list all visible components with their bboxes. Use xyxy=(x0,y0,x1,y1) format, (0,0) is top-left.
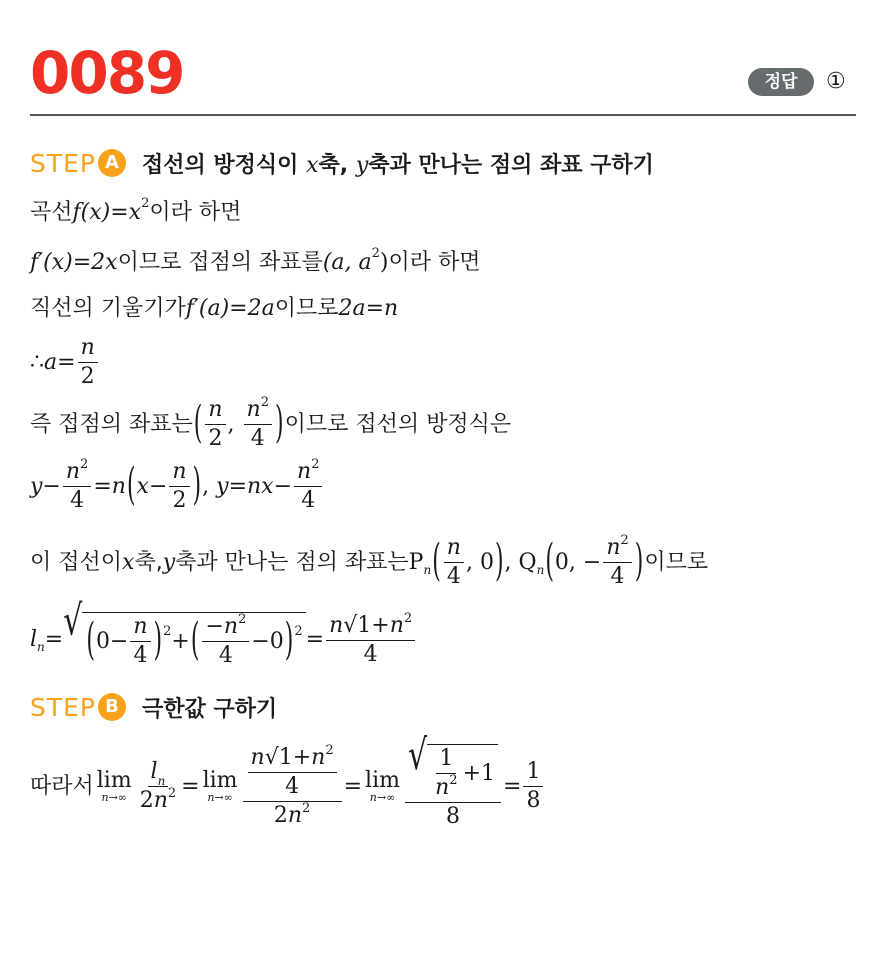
math-expr: = xyxy=(343,773,363,799)
solution-line-6 xyxy=(30,457,324,514)
math-expr: = xyxy=(44,627,64,653)
text: 이므로 접점의 좌표를 xyxy=(117,250,323,275)
fraction xyxy=(444,536,464,589)
numerator: $n√1+n^2$ xyxy=(326,614,415,641)
limit: lim n→∞ xyxy=(202,768,238,805)
math-expr: a= xyxy=(44,349,76,375)
superscript: 2 xyxy=(141,195,150,211)
subscript: n xyxy=(536,562,545,577)
step-a-title-part: 축과 만나는 점의 좌표 구하기 xyxy=(368,152,654,178)
solution-line-7 xyxy=(30,533,709,590)
text: 축, xyxy=(134,549,163,575)
text: 즉 접점의 좌표는 xyxy=(30,411,193,437)
text: 이라 하면 xyxy=(388,250,481,275)
fraction xyxy=(294,457,322,514)
text: 이므로 xyxy=(274,296,339,321)
math-expr: ) xyxy=(379,250,389,275)
fraction xyxy=(603,533,631,590)
paren: ( xyxy=(126,460,136,511)
fraction xyxy=(405,731,501,830)
math-expr: (a, a xyxy=(322,250,372,275)
step-b-header xyxy=(30,690,277,724)
math-expr: , 0 xyxy=(465,549,494,575)
denominator: 4 xyxy=(250,426,265,452)
subscript: n xyxy=(423,562,432,577)
numerator: n xyxy=(444,536,464,563)
paren: ) xyxy=(634,536,644,587)
answer-value: ① xyxy=(826,69,846,94)
step-a-title-part: 축, xyxy=(318,152,356,178)
step-a-label: STEP xyxy=(30,148,97,178)
answer-badge: 정답 xyxy=(748,68,814,96)
step-b-title: 극한값 구하기 xyxy=(142,696,278,722)
solution-line-8 xyxy=(30,596,417,669)
numerator: $l_n$ xyxy=(148,760,169,787)
step-a-header xyxy=(30,146,654,180)
numerator: $n^2$ xyxy=(244,398,272,425)
denominator: $2n^2$ xyxy=(139,786,177,814)
denominator: 4 xyxy=(301,488,316,514)
math-expr: 0, − xyxy=(554,549,602,575)
text: 직선의 기울기가 xyxy=(30,296,186,321)
fraction xyxy=(326,610,415,667)
superscript: 2 xyxy=(371,245,380,261)
math-expr: y=nx− xyxy=(216,473,293,499)
denominator: 2 xyxy=(208,426,223,452)
numerator: $n^2$ xyxy=(294,460,322,487)
denominator: 8 xyxy=(526,788,541,814)
text: 따라서 xyxy=(30,773,94,799)
fraction xyxy=(244,395,272,452)
comma: , xyxy=(504,549,519,575)
numerator: $n^2$ xyxy=(63,460,91,487)
header-divider xyxy=(30,114,856,116)
solution-line-9 xyxy=(30,731,545,830)
math-expr: = xyxy=(305,627,325,653)
math-expr: = xyxy=(503,773,522,799)
problem-number: 0089 xyxy=(30,39,184,107)
point-label: P xyxy=(408,549,424,575)
text: 이 접선이 xyxy=(30,549,123,575)
denominator: 4 xyxy=(610,564,625,590)
math-expr: = xyxy=(181,773,200,799)
step-a-title-part: 접선의 방정식이 xyxy=(142,152,307,178)
denominator: 4 xyxy=(446,564,461,590)
math-expr: f(x)=x xyxy=(72,200,142,225)
math-var: x xyxy=(122,549,135,575)
step-a-badge: A xyxy=(98,149,126,177)
solution-line-1 xyxy=(30,195,242,225)
text: 이므로 xyxy=(644,549,709,575)
fraction xyxy=(243,742,342,829)
math-expr: =n xyxy=(93,473,126,499)
text: 이라 하면 xyxy=(149,200,242,225)
result-fraction xyxy=(523,760,543,813)
numerator: √ $\frac{1}{n^2}$ +1 xyxy=(405,744,501,803)
text: 축과 만나는 점의 좌표는 xyxy=(175,549,409,575)
text: 이므로 접선의 방정식은 xyxy=(284,411,512,437)
solution-line-2 xyxy=(30,245,481,275)
numerator: $\frac{n√1+n^2}{4}$ xyxy=(243,746,342,802)
step-a-title xyxy=(142,148,654,179)
denominator: 8 xyxy=(445,804,460,830)
math-expr: 2a=n xyxy=(338,296,399,321)
numerator: n xyxy=(205,398,225,425)
math-var: y xyxy=(162,549,176,575)
radicand: ( 0− $\frac{n}{4}$ ) 2 + ( $\frac{-n^2}{4}$ −0 ) 2 xyxy=(82,612,305,668)
text: 곡선 xyxy=(30,200,73,225)
comma: , xyxy=(227,411,242,437)
fraction xyxy=(78,336,98,389)
radical-sign: √ xyxy=(63,596,83,646)
limit: lim n→∞ xyxy=(365,768,400,805)
comma: , xyxy=(202,473,217,499)
math-expr: l xyxy=(30,627,38,653)
step-a-title-y: y xyxy=(355,152,369,178)
denominator: 2 xyxy=(172,488,187,514)
limit: lim n→∞ xyxy=(96,768,132,805)
fraction xyxy=(169,460,189,513)
denominator: 4 xyxy=(70,488,85,514)
paren: ) xyxy=(274,398,284,449)
step-b-label: STEP xyxy=(30,692,97,722)
paren: ( xyxy=(193,398,203,449)
math-expr: x− xyxy=(136,473,168,499)
numerator: n xyxy=(169,460,189,487)
denominator: 4 xyxy=(363,641,378,667)
paren: ( xyxy=(432,536,441,587)
fraction xyxy=(205,398,225,451)
math-expr: y− xyxy=(30,473,61,499)
subscript: n xyxy=(37,640,45,655)
denominator: 2 xyxy=(80,364,95,390)
solution-line-5 xyxy=(30,395,512,452)
step-b-badge: B xyxy=(98,693,126,721)
fraction xyxy=(137,760,179,813)
solution-line-4 xyxy=(30,336,100,389)
numerator: $n^2$ xyxy=(603,536,631,563)
paren: ) xyxy=(192,460,202,511)
math-expr: f′(a)=2a xyxy=(185,296,275,321)
point-label: Q xyxy=(518,549,537,575)
numerator: n xyxy=(78,336,98,363)
fraction xyxy=(63,457,91,514)
solution-line-3 xyxy=(30,298,398,320)
numerator: 1 xyxy=(523,760,543,787)
denominator: $2n^2$ xyxy=(273,800,311,828)
math-expr: f′(x)=2x xyxy=(30,250,118,275)
square-root xyxy=(63,596,305,669)
paren: ) xyxy=(494,536,504,587)
therefore-symbol: ∴ xyxy=(30,349,44,375)
step-a-title-x: x xyxy=(306,152,319,178)
paren: ( xyxy=(545,536,554,587)
